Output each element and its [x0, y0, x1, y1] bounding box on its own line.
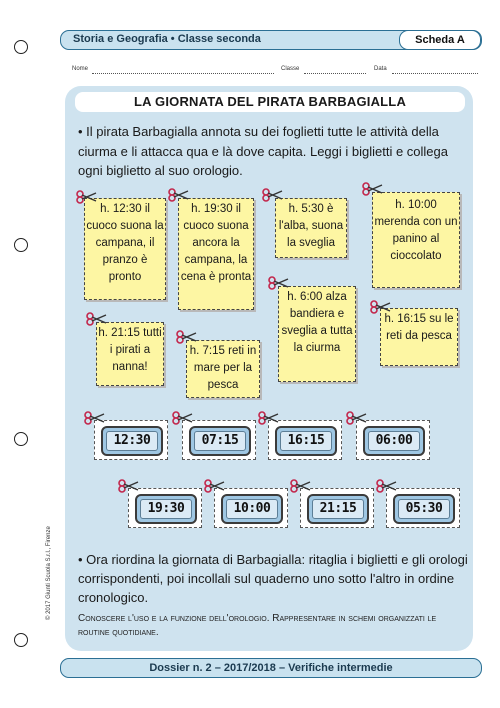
- digital-clock: [393, 494, 455, 524]
- clock-time: 21:15: [319, 501, 357, 516]
- scissors-icon: [76, 190, 98, 204]
- scheda-badge: Scheda A: [399, 30, 481, 50]
- clock-card: [386, 488, 460, 528]
- scissors-icon: [84, 411, 106, 425]
- classe-line: [304, 73, 366, 74]
- binder-hole: [14, 633, 28, 647]
- digital-clock: [221, 494, 283, 524]
- clock-time: 06:00: [375, 433, 413, 448]
- clock-time: 05:30: [405, 501, 443, 516]
- clock-card: [214, 488, 288, 528]
- note-0600: h. 6:00 alza bandiera e sveglia a tutta la ciurma: [278, 286, 356, 382]
- clock-time: 16:15: [287, 433, 325, 448]
- page-title: LA GIORNATA DEL PIRATA BARBAGIALLA: [75, 92, 465, 112]
- scissors-icon: [204, 479, 226, 493]
- scissors-icon: [370, 300, 392, 314]
- scissors-icon: [258, 411, 280, 425]
- subject-label: Storia e Geografia • Classe seconda: [73, 33, 261, 45]
- binder-hole: [14, 40, 28, 54]
- data-line: [392, 73, 478, 74]
- digital-clock: [307, 494, 369, 524]
- note-0715: h. 7:15 reti in mare per la pesca: [186, 340, 260, 398]
- clock-time: 07:15: [201, 433, 239, 448]
- scissors-icon: [290, 479, 312, 493]
- binder-hole: [14, 238, 28, 252]
- instruction-text: • Ora riordina la giornata di Barbagialla: ritaglia i biglietti e gli orologi corrispondenti, poi incollali sul quaderno uno sotto l'altro in ordine cronologico.: [78, 552, 468, 605]
- note-0530: h. 5:30 è l'alba, suona la sveglia: [275, 198, 347, 258]
- clock-time: 12:30: [113, 433, 151, 448]
- clock-card: [94, 420, 168, 460]
- scissors-icon: [172, 411, 194, 425]
- clock-card: [300, 488, 374, 528]
- scissors-icon: [362, 182, 384, 196]
- note-1615: h. 16:15 su le reti da pesca: [380, 308, 458, 366]
- binder-hole: [14, 432, 28, 446]
- copyright-text: © 2017 Giunti Scuola S.r.l., Firenze: [46, 526, 52, 620]
- scissors-icon: [176, 330, 198, 344]
- intro-text: • Il pirata Barbagialla annota su dei foglietti tutte le attività della ciurma e li attacca qua e là dove capita. Leggi i biglietti e collega ogni biglietto al suo orologio.: [78, 124, 448, 178]
- clock-card: [356, 420, 430, 460]
- classe-label: Classe: [281, 66, 300, 72]
- clock-time: 19:30: [147, 501, 185, 516]
- clock-card: [268, 420, 342, 460]
- nome-label: Nome: [72, 66, 89, 72]
- digital-clock: [135, 494, 197, 524]
- clock-time: 10:00: [233, 501, 271, 516]
- note-1930: h. 19:30 il cuoco suona ancora la campana, la cena è pronta: [178, 198, 254, 310]
- note-1230: h. 12:30 il cuoco suona la campana, il pranzo è pronto: [84, 198, 166, 300]
- digital-clock: [189, 426, 251, 456]
- scissors-icon: [268, 276, 290, 290]
- clock-card: [182, 420, 256, 460]
- scissors-icon: [376, 479, 398, 493]
- scissors-icon: [262, 188, 284, 202]
- nome-line: [92, 73, 274, 74]
- clock-card: [128, 488, 202, 528]
- learning-goal: Conoscere l'uso e la funzione dell'orologio. Rappresentare in schemi organizzati le routine quotidiane.: [78, 613, 437, 638]
- scissors-icon: [118, 479, 140, 493]
- data-label: Data: [374, 66, 387, 72]
- digital-clock: [275, 426, 337, 456]
- footer-bar: Dossier n. 2 – 2017/2018 – Verifiche intermedie: [60, 658, 482, 678]
- digital-clock: [101, 426, 163, 456]
- note-1000: h. 10:00 merenda con un panino al cioccolato: [372, 192, 460, 288]
- scissors-icon: [346, 411, 368, 425]
- scissors-icon: [168, 188, 190, 202]
- header-bar: [60, 30, 482, 50]
- note-2115: h. 21:15 tutti i pirati a nanna!: [96, 322, 164, 386]
- digital-clock: [363, 426, 425, 456]
- scissors-icon: [86, 312, 108, 326]
